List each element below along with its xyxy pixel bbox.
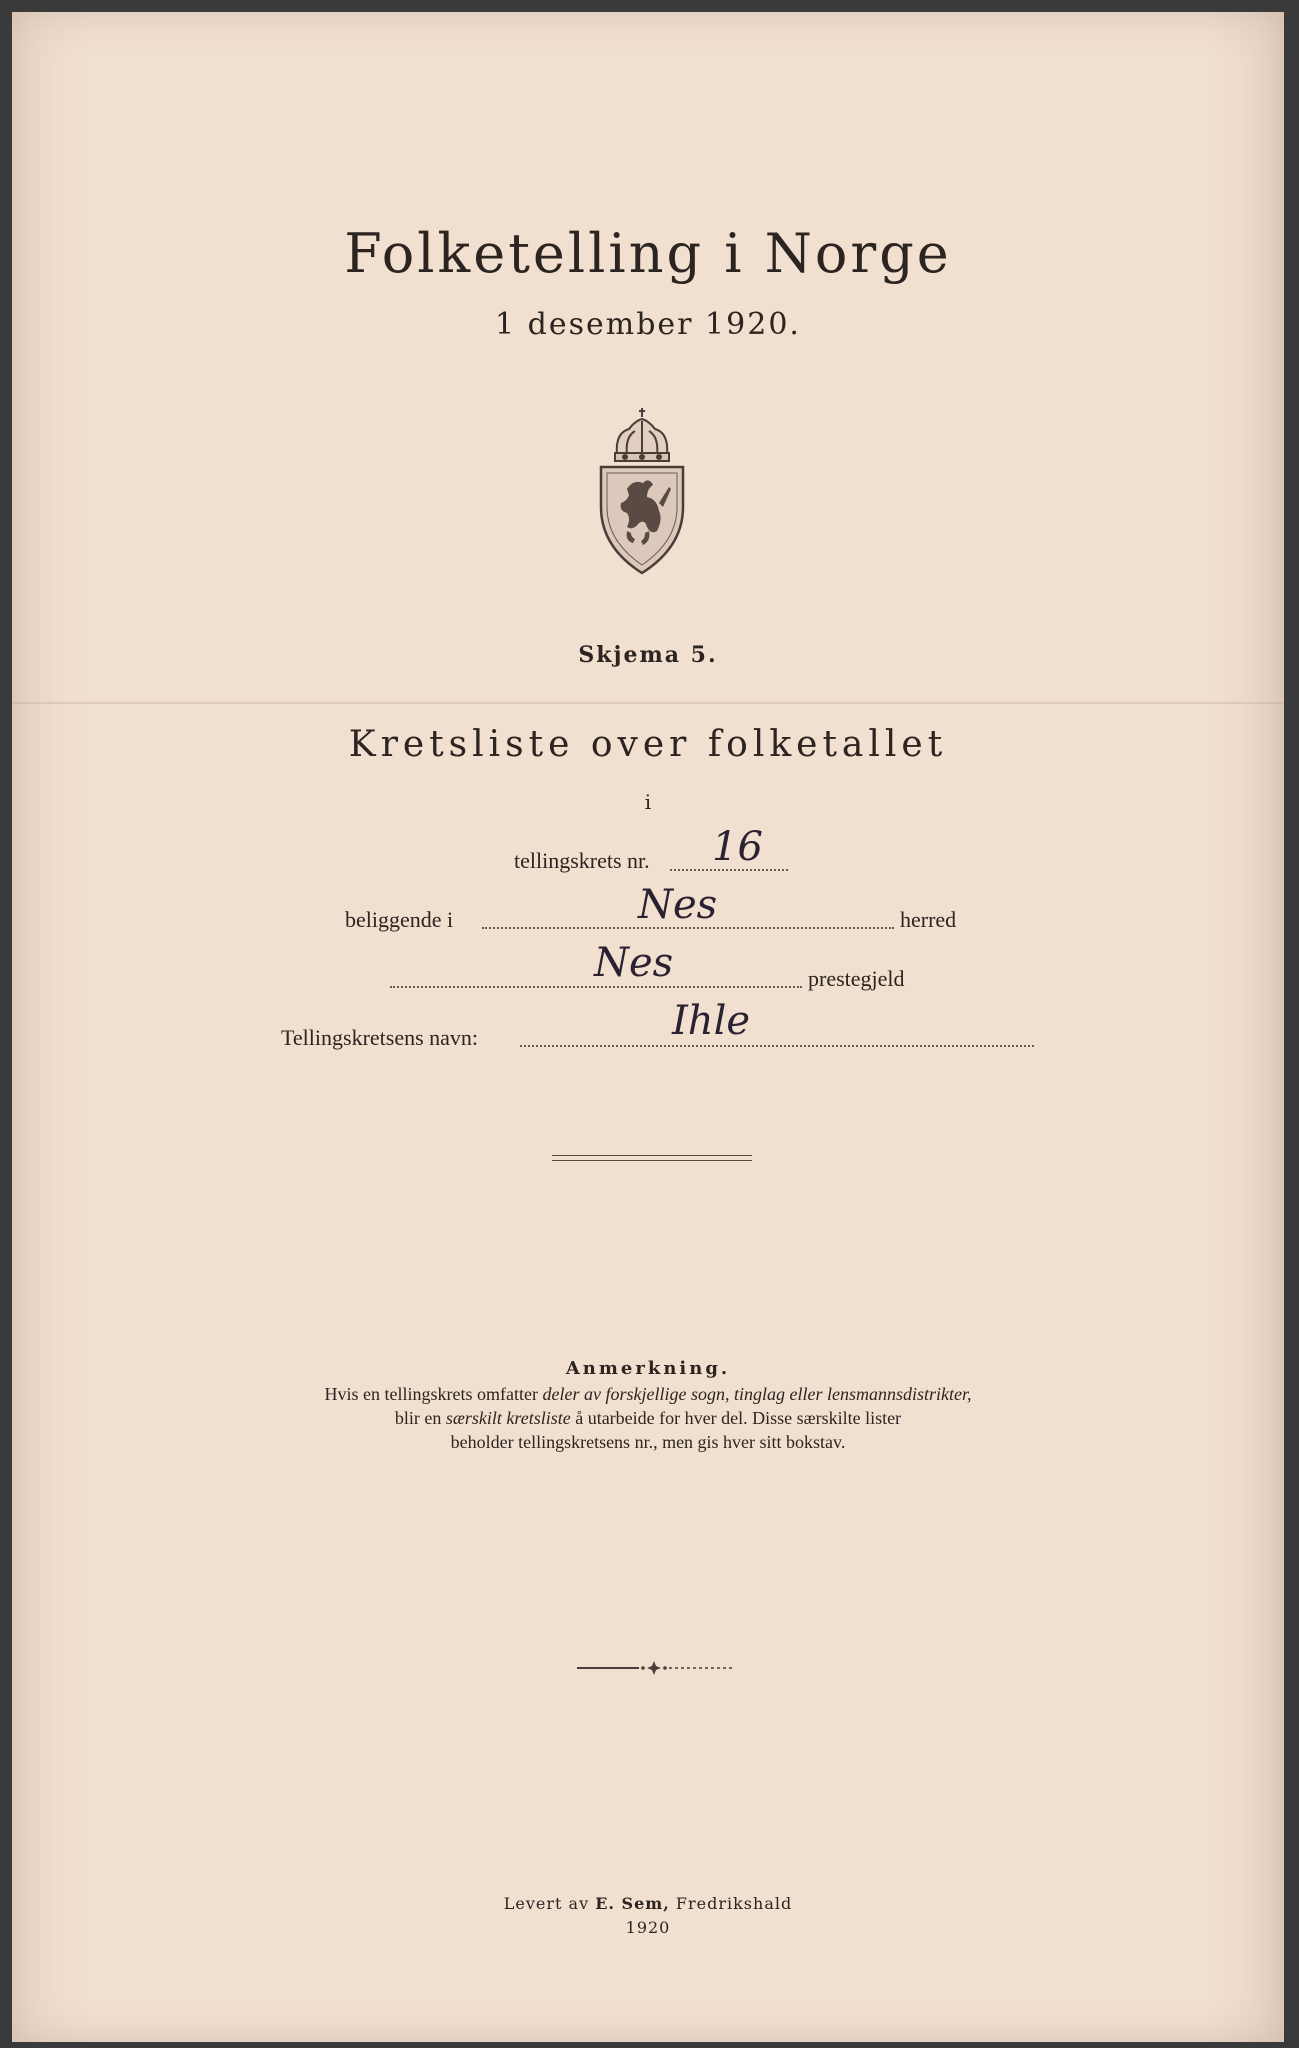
ornament-divider-icon bbox=[577, 1660, 732, 1676]
district-name-value: Ihle bbox=[672, 998, 751, 1044]
norwegian-coat-of-arms-icon bbox=[597, 407, 687, 577]
form-heading: Kretsliste over folketallet bbox=[348, 724, 948, 765]
note-text: blir en bbox=[394, 1408, 446, 1428]
parish-value: Nes bbox=[594, 940, 674, 986]
municipality-value: Nes bbox=[638, 882, 718, 928]
schema-number: Skjema 5. bbox=[578, 642, 718, 668]
census-date: 1 desember 1920. bbox=[495, 307, 801, 342]
page-title: Folketelling i Norge bbox=[344, 222, 952, 285]
note-line-2 bbox=[12, 1408, 1284, 1429]
note-text: Hvis en tellingskrets omfatter bbox=[324, 1384, 543, 1404]
municipality-prefix: beliggende i bbox=[345, 907, 454, 932]
connector-word: i bbox=[644, 790, 652, 814]
printer-city: Fredrikshald bbox=[669, 1894, 793, 1913]
paper-fold-line bbox=[12, 702, 1284, 704]
printer-year: 1920 bbox=[625, 1918, 671, 1937]
divider-rule bbox=[552, 1155, 752, 1161]
municipality-suffix: herred bbox=[900, 907, 957, 932]
district-name-line bbox=[520, 1045, 1034, 1047]
district-number-label: tellingskrets nr. bbox=[514, 848, 650, 873]
note-title: Anmerkning. bbox=[565, 1358, 731, 1379]
printer-name: E. Sem, bbox=[595, 1894, 670, 1913]
note-line-1 bbox=[12, 1384, 1284, 1405]
note-line-3: beholder tellingskretsens nr., men gis hver sitt bokstav. bbox=[450, 1432, 846, 1452]
parish-line bbox=[390, 986, 802, 988]
note-emphasis: deler av forskjellige sogn, tinglag eller lensmannsdistrikter, bbox=[542, 1384, 972, 1404]
census-form-page bbox=[12, 12, 1284, 2042]
printer-credit bbox=[12, 1894, 1284, 1913]
note-text: å utarbeide for hver del. Disse særskilte lister bbox=[570, 1408, 902, 1428]
district-number-value: 16 bbox=[712, 824, 763, 870]
printer-prefix: Levert av bbox=[503, 1894, 596, 1913]
district-name-label: Tellingskretsens navn: bbox=[281, 1025, 479, 1050]
parish-suffix: prestegjeld bbox=[808, 966, 905, 991]
note-emphasis: særskilt kretsliste bbox=[445, 1408, 571, 1428]
